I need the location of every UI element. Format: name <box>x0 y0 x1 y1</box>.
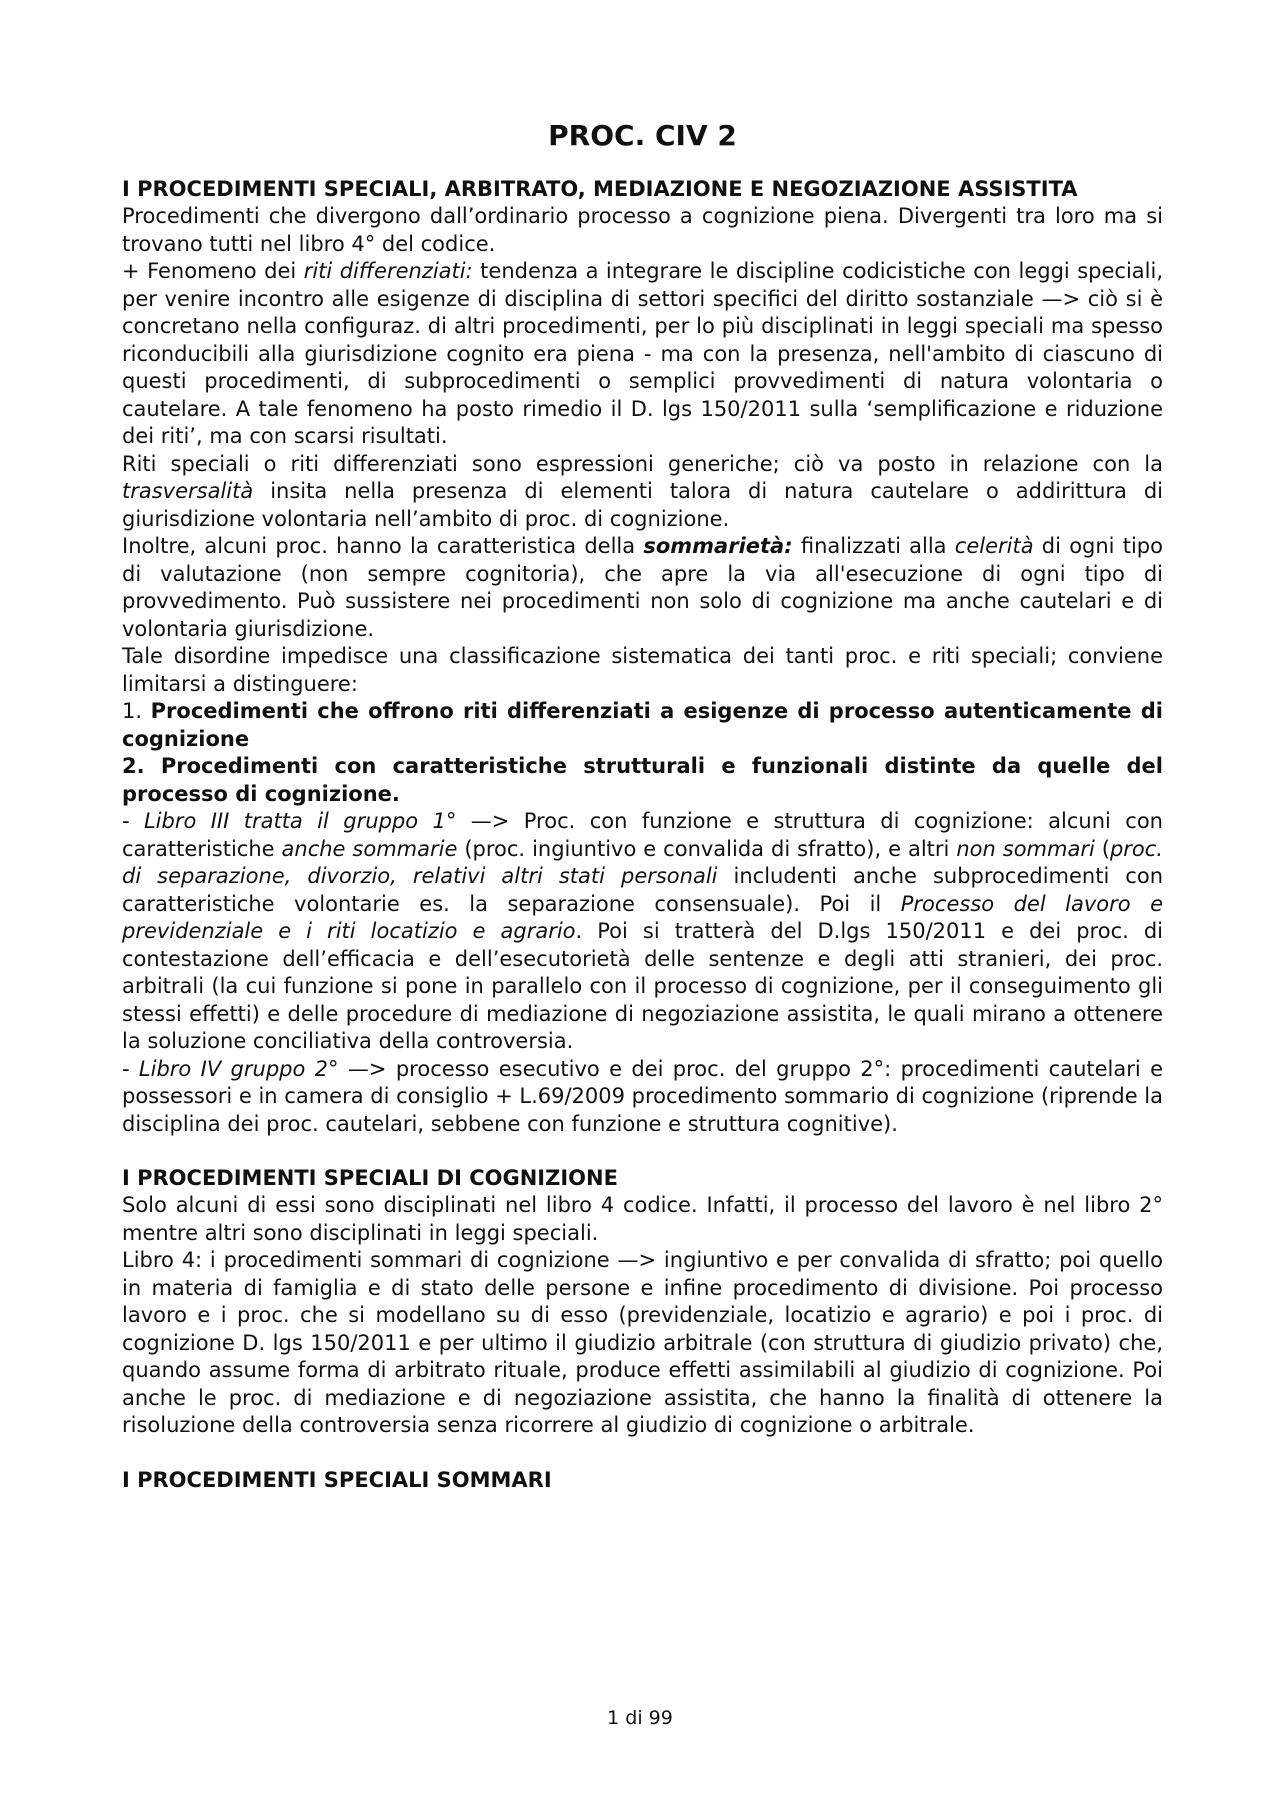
section-procedimenti-sommari <box>122 1467 1163 1494</box>
text-run: di ogni tipo di valutazione (non sempre cognitoria), che apre la via all'esecuzione di ogni tipo di provvedimento. Può sussistere nei procedimenti non solo di cognizione ma anche cautelari e di volontaria giurisdizione. <box>122 534 1163 641</box>
text-run: . Poi si tratterà del D.lgs 150/2011 e dei proc. di contestazione dell’efficacia e dell’esecutorietà delle sentenze e degli atti stranieri, dei proc. arbitrali (la cui funzione si pone in parallelo con il processo di cognizione, per il conseguimento gli stessi effetti) e delle procedure di mediazione di negoziazione assistita, le quali mirano a ottenere la soluzione conciliativa della controversia. <box>122 919 1163 1053</box>
bold-italic-text: sommarietà: <box>643 534 793 558</box>
list-item <box>122 698 1163 753</box>
document-page <box>122 118 1163 1494</box>
section-procedimenti-speciali <box>122 176 1163 1138</box>
text-run: —> Proc. con funzione e struttura di cognizione: alcuni con caratteristiche <box>122 809 1163 861</box>
paragraph: Tale disordine impedisce una classificazione sistematica dei tanti proc. e riti speciali; conviene limitarsi a distinguere: <box>122 644 1163 696</box>
italic-text: celerità <box>954 534 1034 558</box>
spacer <box>122 1440 1163 1467</box>
italic-text: riti differenziati: <box>303 259 473 283</box>
section-procedimenti-cognizione <box>122 1165 1163 1440</box>
bold-text: Procedimenti che offrono riti differenziati a esigenze di processo autenticamente di cognizione <box>122 699 1163 751</box>
paragraph <box>122 451 1163 534</box>
italic-text: anche sommarie <box>281 836 458 861</box>
italic-text: Processo del lavoro e previdenziale e i riti locatizio e agrario <box>122 891 1163 943</box>
italic-text: - Libro IV gruppo 2° <box>122 1056 339 1081</box>
spacer <box>122 1138 1163 1165</box>
italic-text: trasversalità <box>122 479 254 503</box>
text-run: finalizzati alla <box>792 534 955 558</box>
section-heading: I PROCEDIMENTI SPECIALI DI COGNIZIONE <box>122 1166 618 1190</box>
text-run: ( <box>1094 836 1110 861</box>
paragraph <box>122 808 1163 1056</box>
paragraph <box>122 258 1163 451</box>
italic-text: - Libro III tratta il gruppo 1° <box>122 809 457 833</box>
text-run: includenti anche subprocedimenti con caratteristiche volontarie es. la separazione consensuale). Poi il <box>122 864 1164 916</box>
text-run: tendenza a integrare le discipline codicistiche con leggi speciali, per venire incontro alle esigenze di disciplina di settori specifici del diritto sostanziale —> ciò si è concretano nella configuraz. di altri procedimenti, per lo più disciplinati in leggi speciali ma spesso riconducibili alla giurisdizione cognito era piena - ma con la presenza, nell'ambito di ciascuno di questi procedimenti, di subprocedimenti o semplici provvedimenti di natura volontaria o cautelare. A tale fenomeno ha posto rimedio il D. lgs 150/2011 sulla ‘semplificazione e riduzione dei riti’, ma con scarsi risultati. <box>122 259 1164 448</box>
italic-text: proc. di separazione, divorzio, relativi altri stati personali <box>122 836 1163 888</box>
section-heading: I PROCEDIMENTI SPECIALI, ARBITRATO, MEDIAZIONE E NEGOZIAZIONE ASSISTITA <box>122 177 1078 201</box>
list-item: 2. Procedimenti con caratteristiche strutturali e funzionali distinte da quelle del processo di cognizione. <box>122 754 1163 806</box>
text-run: + Fenomeno dei <box>122 259 304 283</box>
paragraph <box>122 533 1163 643</box>
text-run: —> processo esecutivo e dei proc. del gruppo 2°: procedimenti cautelari e possessori e in camera di consiglio + L.69/2009 procedimento sommario di cognizione (riprende la disciplina dei proc. cautelari, sebbene con funzione e struttura cognitive). <box>122 1056 1164 1136</box>
text-run: (proc. ingiuntivo e convalida di sfratto), e altri <box>457 836 957 861</box>
text-run: Inoltre, alcuni proc. hanno la caratteristica della <box>122 534 644 558</box>
text-run: Riti speciali o riti differenziati sono espressioni generiche; ciò va posto in relazione con la <box>122 451 1163 476</box>
paragraph: Solo alcuni di essi sono disciplinati nel libro 4 codice. Infatti, il processo del lavoro è nel libro 2° mentre altri sono disciplinati in leggi speciali. <box>122 1193 1163 1245</box>
paragraph: Procedimenti che divergono dall’ordinario processo a cognizione piena. Divergenti tra loro ma si trovano tutti nel libro 4° del codice. <box>122 204 1163 256</box>
section-heading: I PROCEDIMENTI SPECIALI SOMMARI <box>122 1467 552 1492</box>
page-number: 1 di 99 <box>607 1707 673 1729</box>
paragraph: Libro 4: i procedimenti sommari di cognizione —> ingiuntivo e per convalida di sfratto; poi quello in materia di famiglia e di stato delle persone e infine procedimento di divisione. Poi processo lavoro e i proc. che si modellano su di esso (previdenziale, locatizio e agrario) e poi i proc. di cognizione D. lgs 150/2011 e per ultimo il giudizio arbitrale (con struttura di giudizio privato) che, quando assume forma di arbitrato rituale, produce effetti assimilabili al giudizio di cognizione. Poi anche le proc. di mediazione e di negoziazione assistita, che hanno la finalità di ottenere la risoluzione della controversia senza ricorrere al giudizio di cognizione o arbitrale. <box>122 1248 1163 1437</box>
paragraph <box>122 1056 1163 1139</box>
italic-text: non sommari <box>956 836 1095 861</box>
text-run: insita nella presenza di elementi talora di natura cautelare o addirittura di giurisdizione volontaria nell’ambito di proc. di cognizione. <box>122 479 1163 531</box>
list-number: 1. <box>122 699 151 723</box>
document-title: PROC. CIV 2 <box>548 119 737 152</box>
